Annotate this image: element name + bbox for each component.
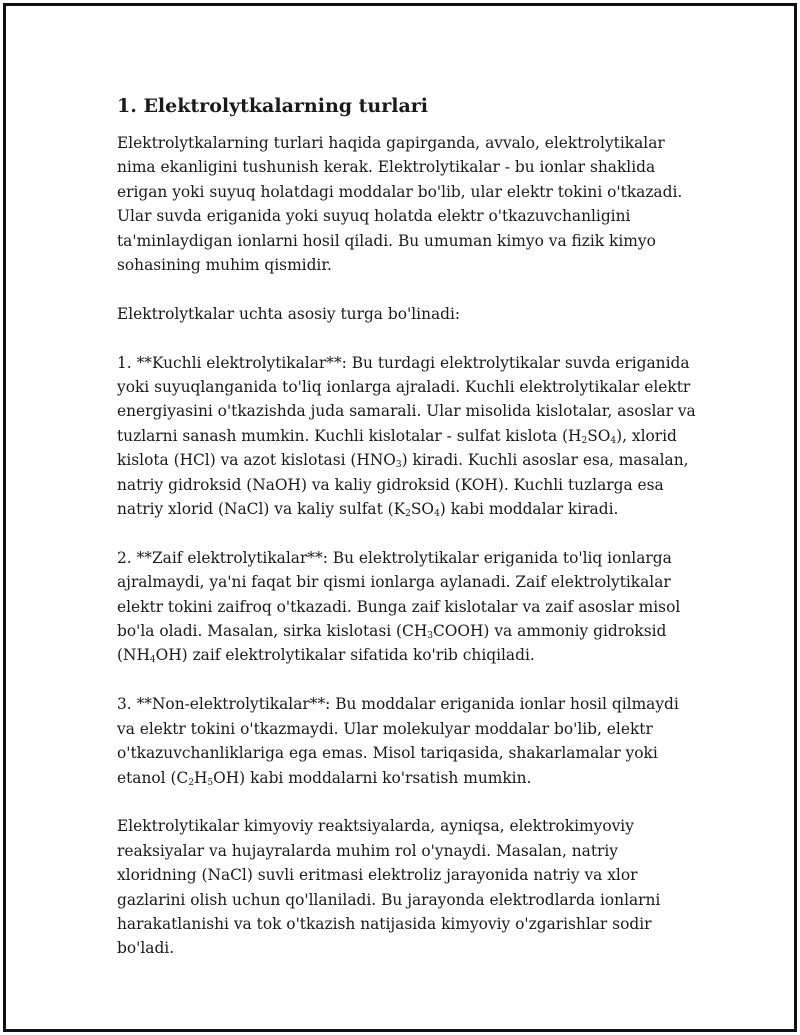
text-run: Elektrolytkalar uchta asosiy turga bo'linadi: [117,304,461,323]
text-run: OH) zaif elektrolytikalar sifatida ko'rib chiqiladi. [155,646,535,665]
subscript: 4 [610,435,617,446]
text-run: 3. **Non-elektrolytikalar**: Bu moddalar eriganida ionlar hosil qilmaydi va elektr tokini o'tkazmaydi. Ular molekulyar moddalar bo'lib, elektr o'tkazuvchanliklariga ega emas. Misol tariqasida, shakarlamalar yoki etanol (C [117,695,679,787]
text-run: ) kiradi. Kuchli asoslar esa, masalan, natriy gidroksid (NaOH) va kaliy gidroksid (KOH). Kuchli tuzlarga esa natriy xlorid (NaCl) va kaliy sulfat (K [117,451,689,519]
text-run: ) kabi moddalar kiradi. [439,500,619,519]
text-run: 1. **Kuchli elektrolytikalar**: Bu turdagi elektrolytikalar suvda eriganida yoki suyuqlanganida to'liq ionlarga ajraladi. Kuchli elektrolytikalar elektr energiyasini o'tkazishda juda samarali. Ular misolida kislotalar, asoslar va tuzlarni sanash mumkin. Kuchli kislotalar - sulfat kislota (H [117,353,696,445]
paragraphs-container [117,131,697,961]
text-run: OH) kabi moddalarni ko'rsatish mumkin. [213,768,532,787]
section-heading: 1. Elektrolytkalarning turlari [117,95,429,117]
subscript: 4 [149,655,156,666]
strong-electrolytes-paragraph [117,351,697,522]
non-electrolytes-paragraph [117,692,697,790]
text-run: 2. **Zaif elektrolytikalar**: Bu elektrolytikalar eriganida to'liq ionlarga ajralmaydi, ya'ni faqat bir qismi ionlarga aylanadi. Zaif elektrolytikalar elektr tokini zaifroq o'tkazadi. Bunga zaif kislotalar va zaif asoslar misol bo'la oladi. Masalan, sirka kislotasi (CH [117,548,681,641]
subscript: 2 [405,509,411,520]
subscript: 2 [188,777,194,788]
subscript: 4 [434,509,440,520]
subscript: 2 [581,435,588,446]
intro-paragraph [117,131,697,277]
text-run: SO [410,500,435,519]
text-run: Elektrolytikalar kimyoviy reaktsiyalarda, ayniqsa, elektrokimyoviy reaksiyalar va hujayralarda muhim rol o'ynaydi. Masalan, natriy xloridning (NaCl) suvli eritmasi elektroliz jarayonida natriy va xlor gazlarini olish uchun qo'llaniladi. Bu jarayonda elektrodlarda ionlarni harakatlanishi va tok o'tkazish natijasida kimyoviy o'zgarishlar sodir bo'ladi. [117,817,661,958]
text-run: Elektrolytkalarning turlari haqida gapirganda, avvalo, elektrolytikalar nima ekanligini tushunish kerak. Elektrolytikalar - bu ionlar shaklida erigan yoki suyuq holatdagi moddalar bo'lib, ular elektr tokini o'tkazadi. Ular suvda eriganida yoki suyuq holatda elektr o'tkazuvchanligini ta'minlaydigan ionlarni hosil qiladi. Bu umuman kimyo va fizik kimyo sohasining muhim qismidir. [117,134,683,275]
text-run: SO [587,426,611,445]
subscript: 5 [207,777,214,788]
text-run: H [193,768,208,787]
document-body [117,92,697,985]
subscript: 3 [427,631,433,642]
text-run: COOH) va ammoniy gidroksid (NH [117,622,667,665]
text-run: ), xlorid kislota (HCl) va azot kislotasi (HNO [117,426,677,470]
weak-electrolytes-paragraph [117,546,697,668]
types-intro-paragraph [117,302,697,326]
subscript: 3 [395,460,402,471]
conclusion-paragraph [117,814,697,960]
